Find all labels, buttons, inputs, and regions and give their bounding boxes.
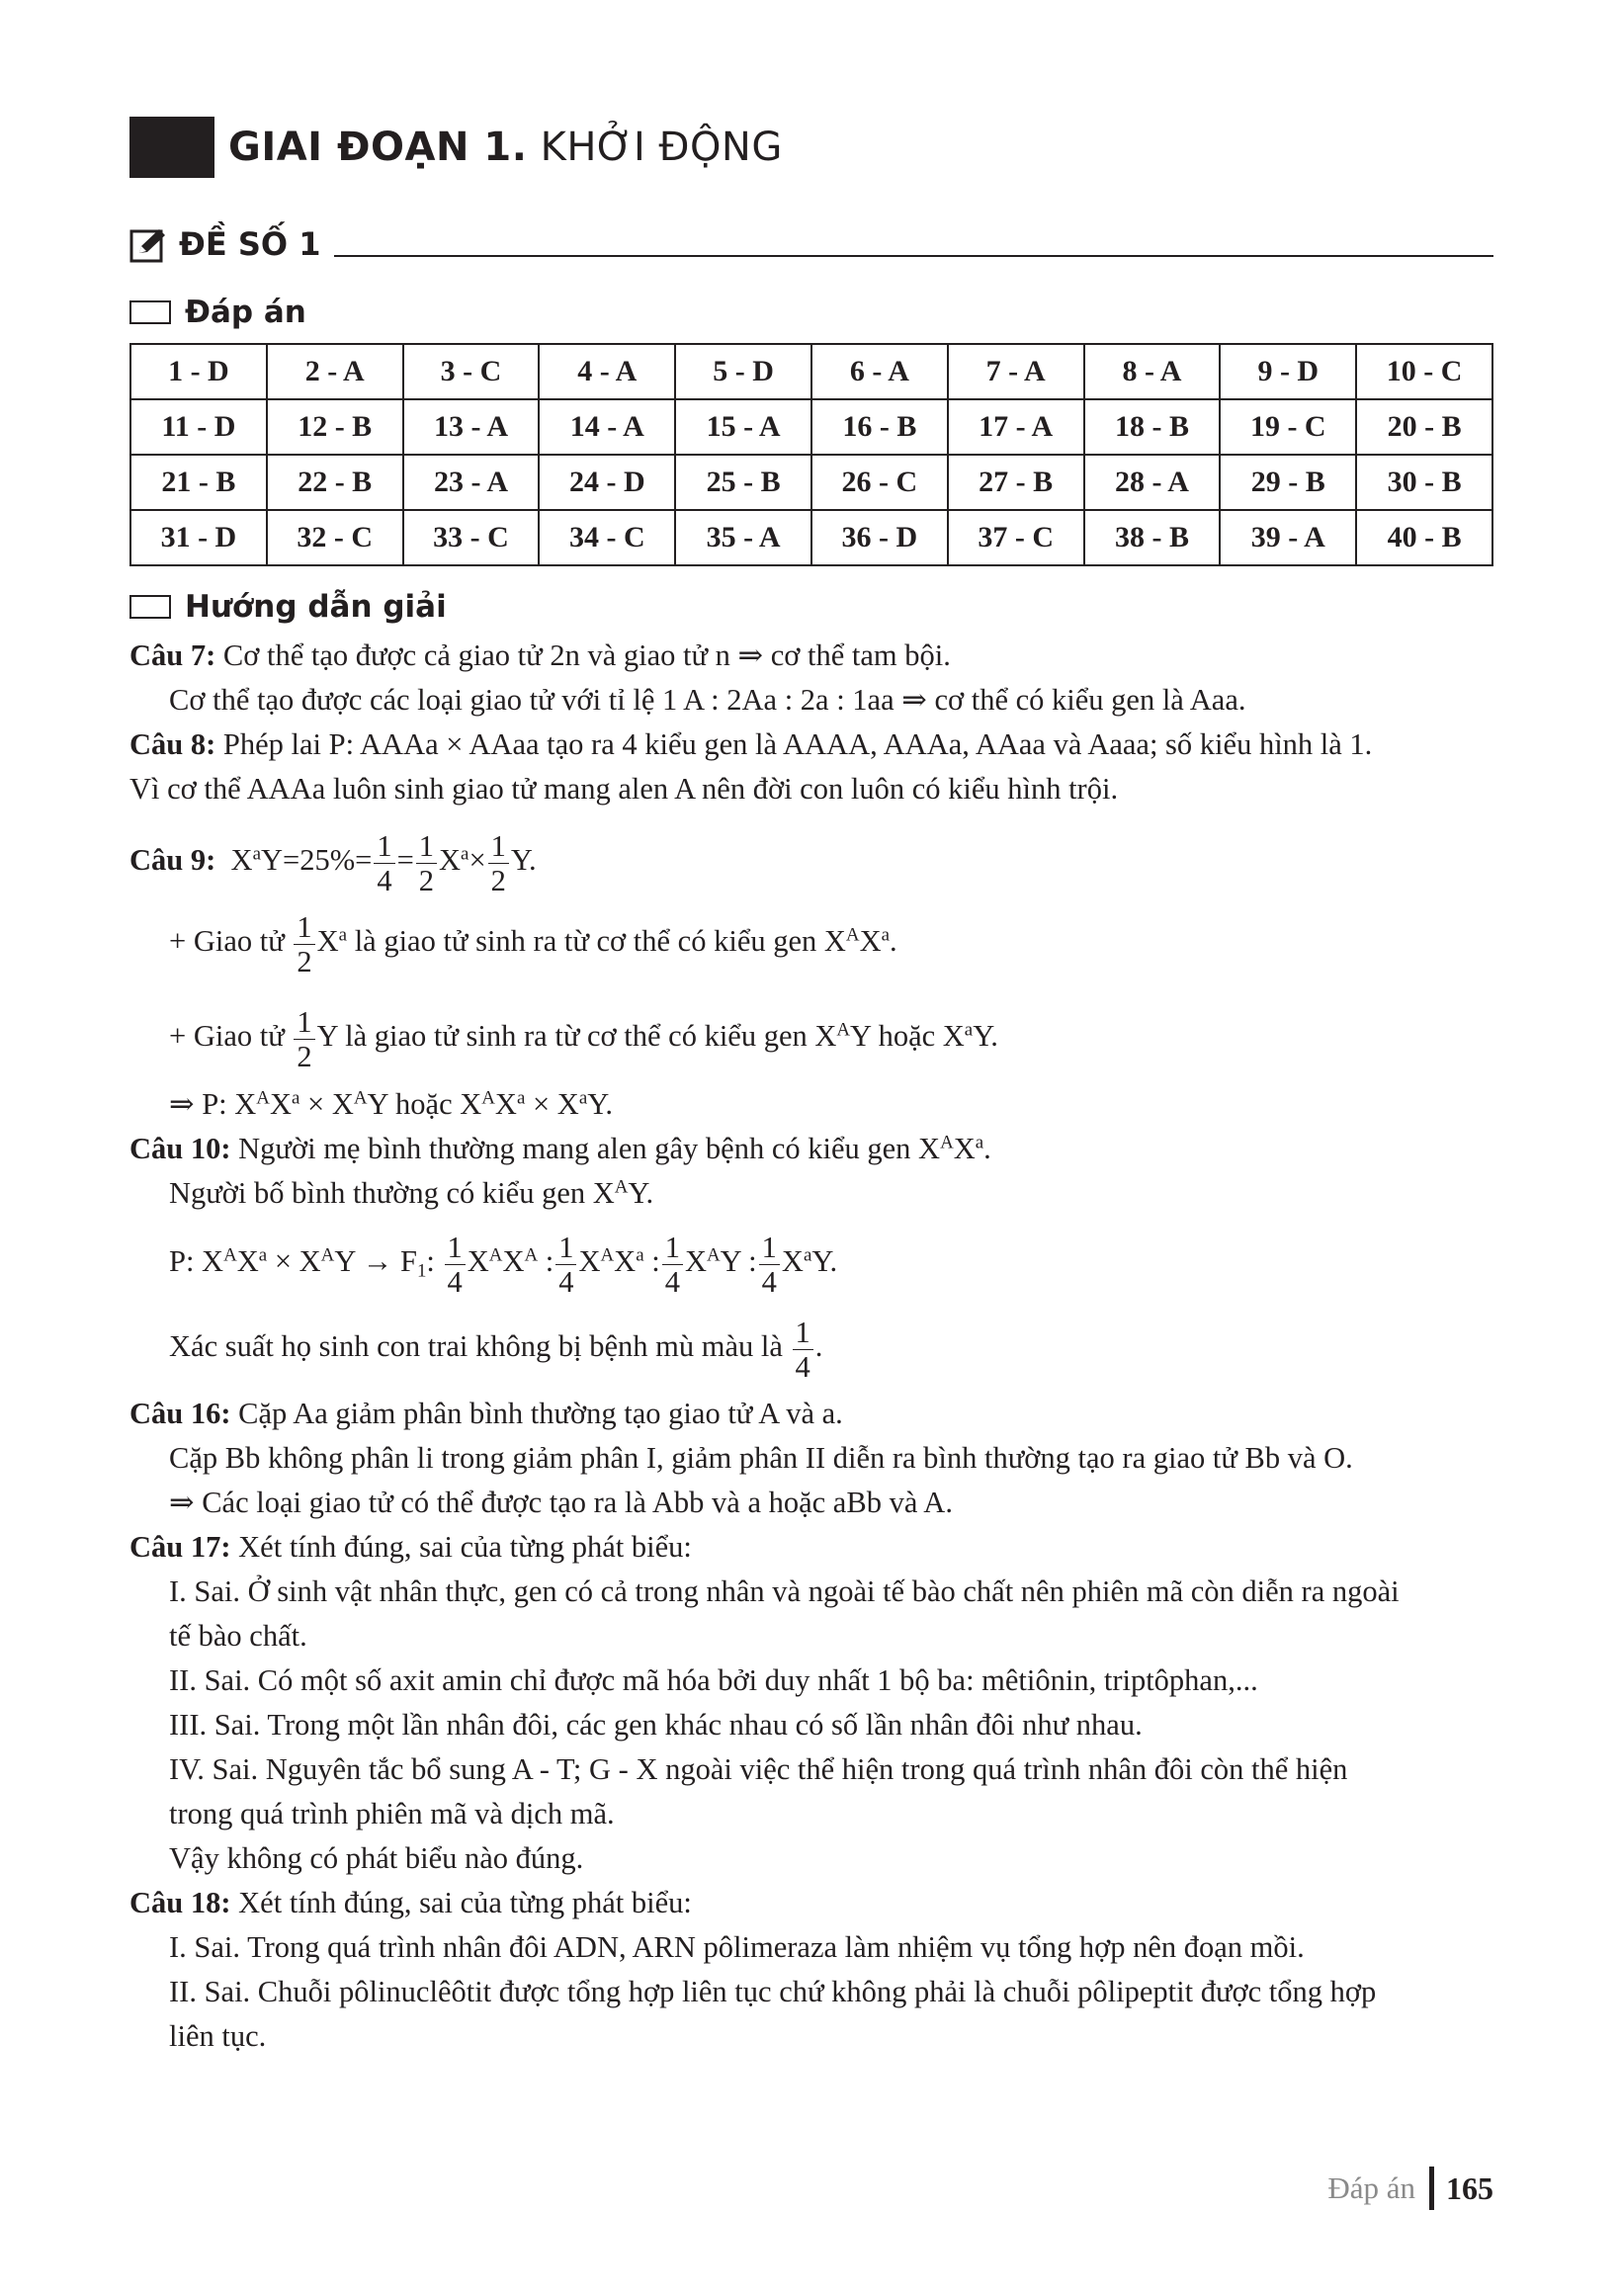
implies-icon: ⇒	[169, 1486, 195, 1519]
answer-cell: 24 - D	[539, 455, 675, 510]
answer-cell: 7 - A	[948, 344, 1084, 399]
q17-line-5: III. Sai. Trong một lần nhân đôi, các gen khác nhau có số lần nhân đôi như nhau.	[169, 1708, 1143, 1742]
q16-line-3: ⇒ Các loại giao tử có thể được tạo ra là Abb và a hoặc aBb và A.	[169, 1486, 953, 1519]
q18-line-3: II. Sai. Chuỗi pôlinuclêôtit được tổng hợp liên tục chứ không phải là chuỗi pôlipeptit được tổng hợp	[169, 1975, 1377, 2008]
answer-cell: 17 - A	[948, 399, 1084, 455]
answer-cell: 21 - B	[130, 455, 267, 510]
answer-cell: 19 - C	[1220, 399, 1356, 455]
answer-row	[130, 399, 1492, 455]
answer-row	[130, 510, 1492, 565]
answer-cell: 14 - A	[539, 399, 675, 455]
answer-cell: 13 - A	[403, 399, 540, 455]
answer-cell: 39 - A	[1220, 510, 1356, 565]
answer-cell: 33 - C	[403, 510, 540, 565]
stage-marker-block	[129, 117, 214, 178]
implies-icon: ⇒	[737, 638, 764, 672]
answer-cell: 16 - B	[811, 399, 948, 455]
q17-line-8: Vậy không có phát biểu nào đúng.	[169, 1841, 584, 1875]
answer-row	[130, 455, 1492, 510]
answer-cell: 1 - D	[130, 344, 267, 399]
answer-cell: 22 - B	[267, 455, 403, 510]
q9-gamete-2: + Giao tử $\frac{1}{2}$ Y là giao tử sinh ra từ cơ thể có kiểu gen $X^AY$ hoặc $X^aY$.	[169, 1004, 998, 1073]
answer-cell: 9 - D	[1220, 344, 1356, 399]
answer-cell: 28 - A	[1084, 455, 1221, 510]
stage-title: GIAI ĐOẠN 1. KHỞI ĐỘNG	[228, 125, 783, 170]
q16-line-2: Cặp Bb không phân li trong giảm phân I, giảm phân II diễn ra bình thường tạo ra giao tử Bb và O.	[169, 1441, 1353, 1475]
answer-cell: 36 - D	[811, 510, 948, 565]
answer-cell: 2 - A	[267, 344, 403, 399]
answers-heading-text: Đáp án	[185, 295, 306, 330]
answer-cell: 29 - B	[1220, 455, 1356, 510]
answers-heading	[129, 293, 306, 332]
q18-line-2: I. Sai. Trong quá trình nhân đôi ADN, ARN pôlimeraza làm nhiệm vụ tổng hợp nên đoạn mồi.	[169, 1930, 1305, 1964]
answer-cell: 32 - C	[267, 510, 403, 565]
exam-title: ĐỀ SỐ 1	[179, 225, 321, 263]
q10-line-1: Câu 10: Người mẹ bình thường mang alen gây bệnh có kiểu gen $X^AX^a$.	[129, 1132, 991, 1165]
q17-line-7: trong quá trình phiên mã và dịch mã.	[169, 1797, 615, 1830]
footer-section-label: Đáp án	[1327, 2170, 1415, 2205]
q17-line-1: Câu 17: Xét tính đúng, sai của từng phát biểu:	[129, 1530, 692, 1564]
answer-cell: 26 - C	[811, 455, 948, 510]
box-icon	[129, 300, 171, 324]
answer-cell: 3 - C	[403, 344, 540, 399]
q10-line-2: Người bố bình thường có kiểu gen $X^AY$.	[169, 1176, 654, 1210]
page-number: 165	[1446, 2169, 1493, 2206]
answer-cell: 10 - C	[1356, 344, 1492, 399]
stage-header	[129, 117, 783, 178]
answer-cell: 8 - A	[1084, 344, 1221, 399]
q9-conclusion: ⇒ P: $X^AX^a \times X^AY$ hoặc $X^AX^a \times X^aY$.	[169, 1087, 613, 1121]
answer-cell: 38 - B	[1084, 510, 1221, 565]
q17-line-6: IV. Sai. Nguyên tắc bổ sung A - T; G - X ngoài việc thể hiện trong quá trình nhân đôi còn thể hiện	[169, 1752, 1348, 1786]
q8-line-1: Câu 8: Phép lai P: AAAa × AAaa tạo ra 4 kiểu gen là AAAA, AAAa, AAaa và Aaaa; số kiểu hình là 1.	[129, 727, 1373, 761]
q8-line-2: Vì cơ thể AAAa luôn sinh giao tử mang alen A nên đời con luôn có kiểu hình trội.	[129, 772, 1119, 806]
q17-line-4: II. Sai. Có một số axit amin chỉ được mã hóa bởi duy nhất 1 bộ ba: mêtiônin, triptôphan,...	[169, 1663, 1258, 1697]
answer-table	[129, 343, 1493, 566]
q7-line-1: Câu 7: Cơ thể tạo được cả giao tử 2n và giao tử n ⇒ cơ thể tam bội.	[129, 638, 951, 672]
answer-cell: 23 - A	[403, 455, 540, 510]
pencil-note-icon	[129, 227, 169, 263]
q10-cross: P: $X^AX^a \times X^AY \to F_1$: $\frac{1}{4}$ $X^AX^A$ : $\frac{1}{4}$ $X^AX^a$ : $\frac{1}{4}$ $X^AY$ : $\frac{1}{4}$ $X^aY$.	[169, 1230, 838, 1299]
q18-line-4: liên tục.	[169, 2019, 267, 2053]
answer-cell: 15 - A	[675, 399, 811, 455]
exam-heading	[129, 219, 1493, 263]
answer-cell: 18 - B	[1084, 399, 1221, 455]
page-footer	[1327, 2162, 1493, 2215]
implies-icon: ⇒	[901, 683, 927, 717]
answer-cell: 37 - C	[948, 510, 1084, 565]
answer-cell: 5 - D	[675, 344, 811, 399]
q18-line-1: Câu 18: Xét tính đúng, sai của từng phát biểu:	[129, 1886, 692, 1919]
implies-icon: ⇒	[169, 1087, 195, 1121]
answer-cell: 40 - B	[1356, 510, 1492, 565]
q17-line-3: tế bào chất.	[169, 1619, 307, 1653]
q10-probability: Xác suất họ sinh con trai không bị bệnh mù màu là $\frac{1}{4}$ .	[169, 1315, 823, 1384]
solutions-heading-text: Hướng dẫn giải	[185, 589, 447, 625]
q16-line-1: Câu 16: Cặp Aa giảm phân bình thường tạo giao tử A và a.	[129, 1397, 843, 1430]
answer-row	[130, 344, 1492, 399]
answer-cell: 35 - A	[675, 510, 811, 565]
answer-cell: 6 - A	[811, 344, 948, 399]
answer-cell: 27 - B	[948, 455, 1084, 510]
q9-equation: Câu 9: $X^aY=25\%=$ $\frac{1}{4}$ = $\frac{1}{2}$ $X^a\times$ $\frac{1}{2}$ Y.	[129, 828, 537, 897]
footer-divider	[1429, 2167, 1434, 2210]
q17-line-2: I. Sai. Ở sinh vật nhân thực, gen có cả trong nhân và ngoài tế bào chất nên phiên mã còn diễn ra ngoài	[169, 1574, 1400, 1608]
heading-rule	[334, 255, 1493, 257]
box-icon	[129, 595, 171, 619]
answer-cell: 4 - A	[539, 344, 675, 399]
answer-cell: 25 - B	[675, 455, 811, 510]
answer-cell: 12 - B	[267, 399, 403, 455]
q7-line-2: Cơ thể tạo được các loại giao tử với tỉ lệ 1 A : 2Aa : 2a : 1aa ⇒ cơ thể có kiểu gen là Aaa.	[169, 683, 1246, 717]
answer-cell: 34 - C	[539, 510, 675, 565]
answer-cell: 20 - B	[1356, 399, 1492, 455]
solutions-heading	[129, 587, 447, 627]
answer-cell: 30 - B	[1356, 455, 1492, 510]
answer-cell: 31 - D	[130, 510, 267, 565]
answer-cell: 11 - D	[130, 399, 267, 455]
q9-gamete-1: + Giao tử $\frac{1}{2}$ $X^a$ là giao tử sinh ra từ cơ thể có kiểu gen $X^AX^a$.	[169, 909, 897, 978]
